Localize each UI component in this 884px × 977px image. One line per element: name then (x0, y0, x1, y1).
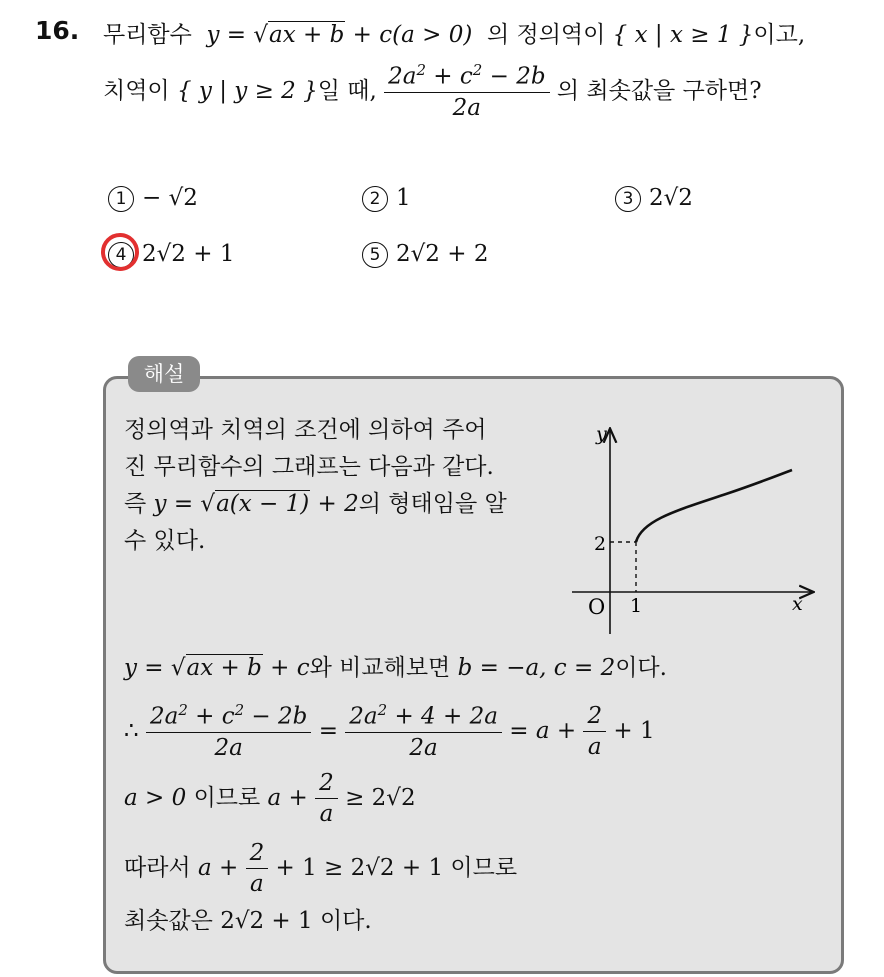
inequality-line-2: 따라서 a + $\frac{2}{a}$ + 1 ≥ 2√2 + 1 이므로 (124, 840, 518, 898)
choice-marker-5: 5 (362, 242, 388, 268)
domain-set: { x | x ≥ 1 } (612, 22, 754, 48)
choice-3[interactable]: 3 2√2 (615, 185, 693, 212)
choice-marker-4: 4 (108, 242, 134, 268)
function-curve (636, 470, 792, 542)
choice-marker-1: 1 (108, 186, 134, 212)
choice-1[interactable]: 1 − √2 (108, 185, 198, 212)
origin-label: O (588, 595, 606, 619)
question-line-2: 치역이 { y | y ≥ 2 }일 때, $\frac{2a^2 + c^2 - 2b}{2a}$ 의 최솟값을 구하면? (103, 61, 762, 122)
x-axis-label: x (792, 593, 803, 615)
function-graph (566, 424, 822, 638)
inequality-line-1: a > 0 이므로 a + $\frac{2}{a}$ ≥ 2√2 (124, 770, 416, 828)
y-axis-label: y (596, 424, 607, 445)
comparison-line: y = √ax + b + c와 비교해보면 b = −a, c = 2이다. (124, 655, 667, 681)
choice-2[interactable]: 2 1 (362, 185, 411, 212)
choice-marker-3: 3 (615, 186, 641, 212)
x-tick-label: 1 (630, 595, 643, 617)
y-tick-label: 2 (594, 533, 607, 555)
target-fraction: $\frac{2a^2 + c^2 - 2b}{2a}$ (384, 62, 549, 122)
choice-4[interactable]: 4 2√2 + 1 (108, 241, 234, 268)
conclusion-line: 최솟값은 2√2 + 1 이다. (124, 908, 372, 934)
choice-5[interactable]: 5 2√2 + 2 (362, 241, 488, 268)
range-set: { y | y ≥ 2 } (176, 77, 318, 104)
selected-answer-mark (101, 233, 139, 271)
shifted-function: y = √a(x − 1) + 2 (153, 491, 359, 517)
choice-marker-2: 2 (362, 186, 388, 212)
solution-tag: 해설 (128, 356, 200, 392)
question-number: 16. (35, 16, 80, 45)
question-line-1: 무리함수 y = √ax + b + c(a > 0) 의 정의역이 { x | x ≥ 1 }이고, (103, 22, 806, 48)
therefore-equation: ∴ $\frac{2a^2 + c^2 - 2b}{2a}$ = $\frac{2a^2 + 4 + 2a}{2a}$ = a + $\frac{2}{a}$ + 1 (124, 701, 655, 762)
solution-paragraph: 정의역과 치역의 조건에 의하여 주어 진 무리함수의 그래프는 다음과 같다. 즉 y = √a(x − 1) + 2의 형태임을 알 수 있다. (124, 417, 507, 554)
function-expression: y = √ax + b + c(a > 0) (199, 22, 480, 48)
